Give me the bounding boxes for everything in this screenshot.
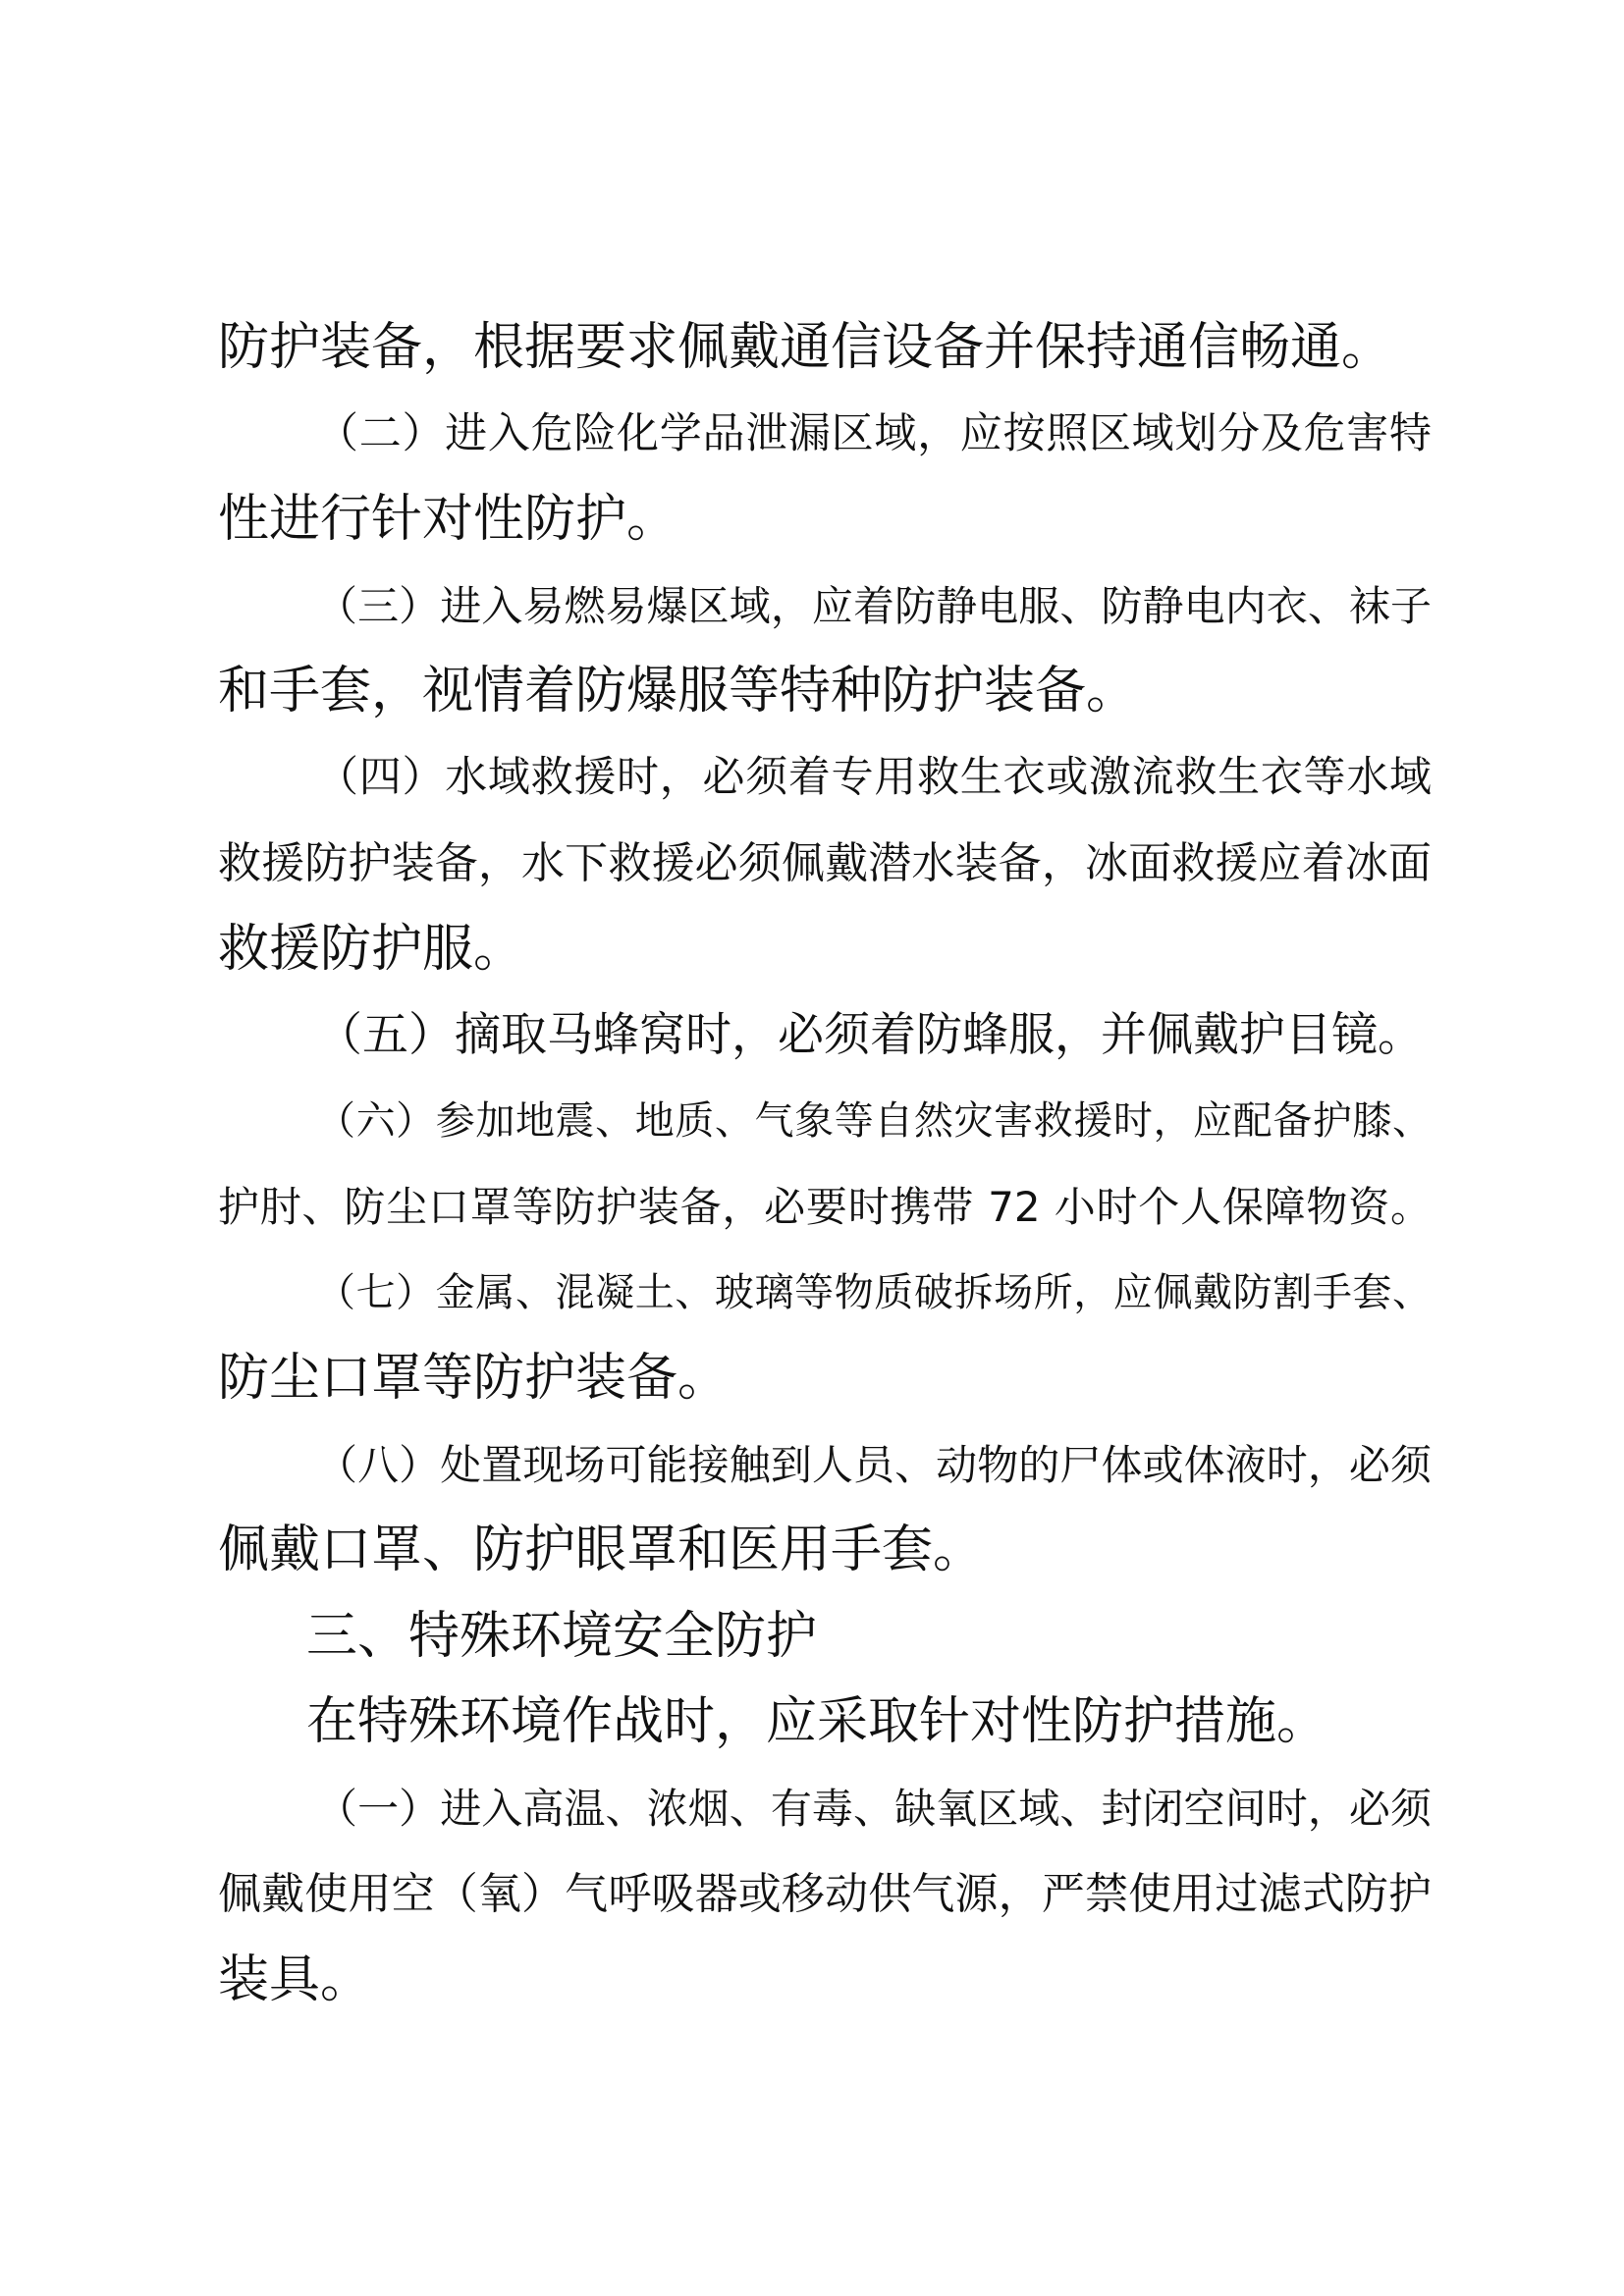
paragraph-item-1: （一）进入高温、浓烟、有毒、缺氧区域、封闭空间时，必须 (316, 1784, 1432, 1833)
text-line: 救援防护服。 (218, 919, 525, 979)
paragraph-item-6: （六）参加地震、地质、气象等自然灾害救援时，应配备护膝、 (316, 1097, 1432, 1144)
paragraph-item-3: （三）进入易燃易爆区域，应着防静电服、防静电内衣、袜子 (316, 581, 1432, 630)
section-intro: 在特殊环境作战时，应采取针对性防护措施。 (306, 1692, 1328, 1751)
paragraph-item-7: （七）金属、混凝土、玻璃等物质破拆场所，应佩戴防割手套、 (316, 1269, 1432, 1315)
text-line: 护肘、防尘口罩等防护装备，必要时携带 72 小时个人保障物资。 (218, 1183, 1432, 1231)
section-heading: 三、特殊环境安全防护 (306, 1606, 818, 1666)
paragraph-item-2: （二）进入危险化学品泄漏区域，应按照区域划分及危害特 (316, 408, 1432, 458)
text-line: 救援防护装备，水下救援必须佩戴潜水装备，冰面救援应着冰面 (218, 838, 1432, 888)
text-line: 防尘口罩等防护装备。 (218, 1349, 730, 1408)
paragraph-item-4: （四）水域救援时，必须着专用救生衣或激流救生衣等水域 (316, 752, 1432, 802)
text-line: 佩戴使用空（氧）气呼吸器或移动供气源，严禁使用过滤式防护 (218, 1869, 1432, 1919)
paragraph-item-8: （八）处置现场可能接触到人员、动物的尸体或体液时，必须 (316, 1440, 1432, 1489)
paragraph-item-5: （五）摘取马蜂窝时，必须着防蜂服，并佩戴护目镜。 (316, 1008, 1424, 1062)
text-line: 性进行针对性防护。 (218, 490, 678, 549)
text-line: 和手套，视情着防爆服等特种防护装备。 (218, 662, 1138, 721)
text-line: 装具。 (218, 1949, 372, 2009)
text-line: 佩戴口罩、防护眼罩和医用手套。 (218, 1521, 985, 1579)
text-line: 防护装备，根据要求佩戴通信设备并保持通信畅通。 (218, 318, 1393, 377)
body-text (218, 305, 1432, 2023)
